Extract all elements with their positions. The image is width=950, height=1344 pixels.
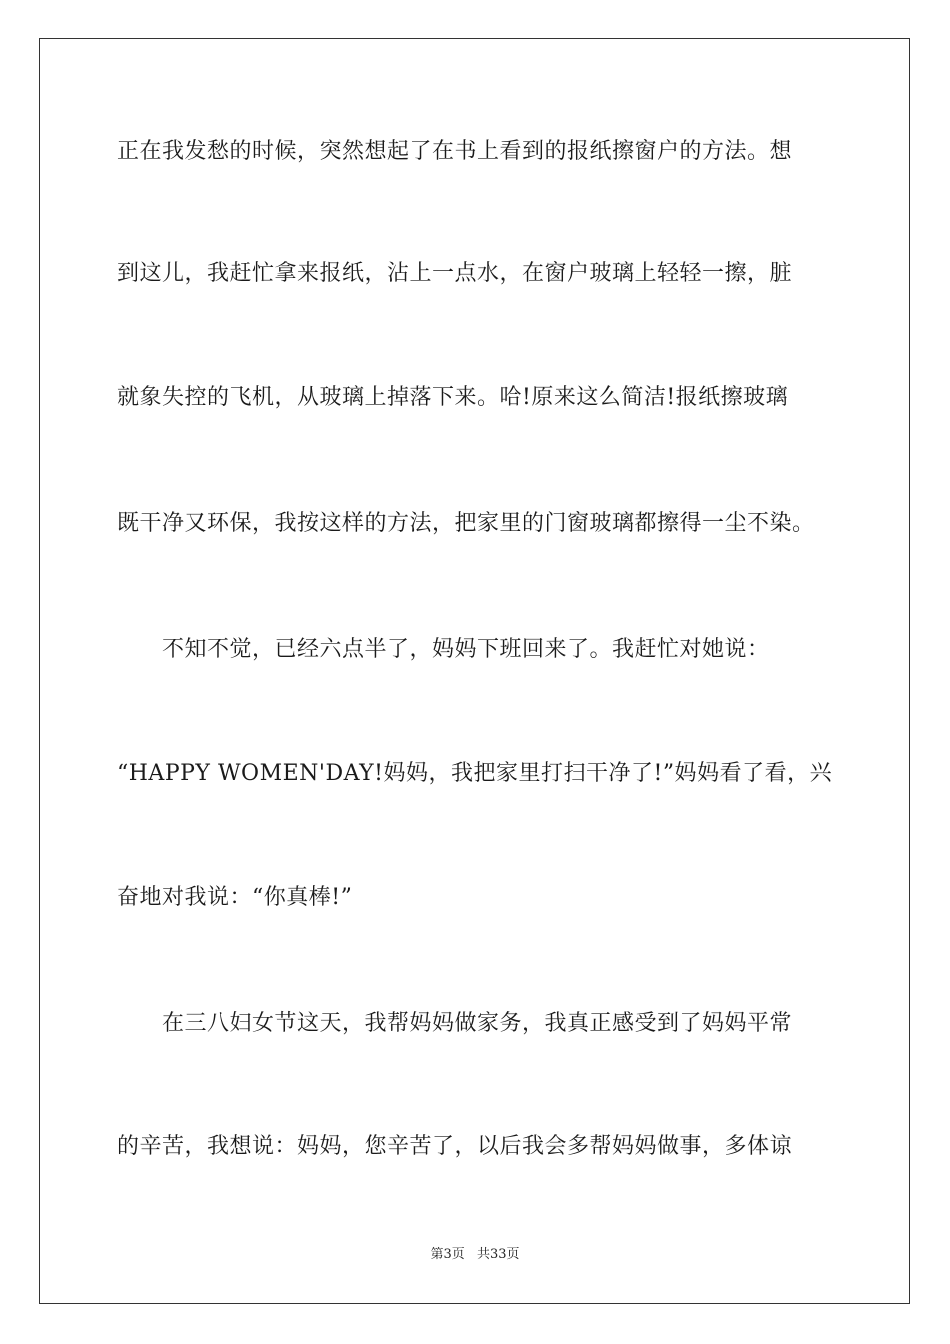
text-line-3: 就象失控的飞机，从玻璃上掉落下来。哈!原来这么简洁!报纸擦玻璃: [117, 385, 789, 410]
text-line-1: 正在我发愁的时候，突然想起了在书上看到的报纸擦窗户的方法。想: [117, 139, 793, 164]
page-total: 共33页: [476, 1247, 520, 1262]
text-line-4: 既干净又环保，我按这样的方法，把家里的门窗玻璃都擦得一尘不染。: [117, 511, 815, 536]
text-line-6: “HAPPY WOMEN'DAY!妈妈，我把家里打扫干净了!”妈妈看了看，兴: [117, 761, 833, 786]
text-line-2: 到这儿，我赶忙拿来报纸，沾上一点水，在窗户玻璃上轻轻一擦，脏: [117, 261, 793, 286]
page-footer: [0, 1246, 950, 1264]
text-line-8: 在三八妇女节这天，我帮妈妈做家务，我真正感受到了妈妈平常: [117, 1011, 793, 1036]
page-border: [39, 38, 910, 1304]
text-line-5: 不知不觉，已经六点半了，妈妈下班回来了。我赶忙对她说：: [117, 637, 770, 662]
page-number: 第3页: [430, 1247, 465, 1262]
text-line-7: 奋地对我说：“你真棒!”: [117, 885, 353, 910]
text-line-9: 的辛苦，我想说：妈妈，您辛苦了，以后我会多帮妈妈做事，多体谅: [117, 1134, 793, 1159]
